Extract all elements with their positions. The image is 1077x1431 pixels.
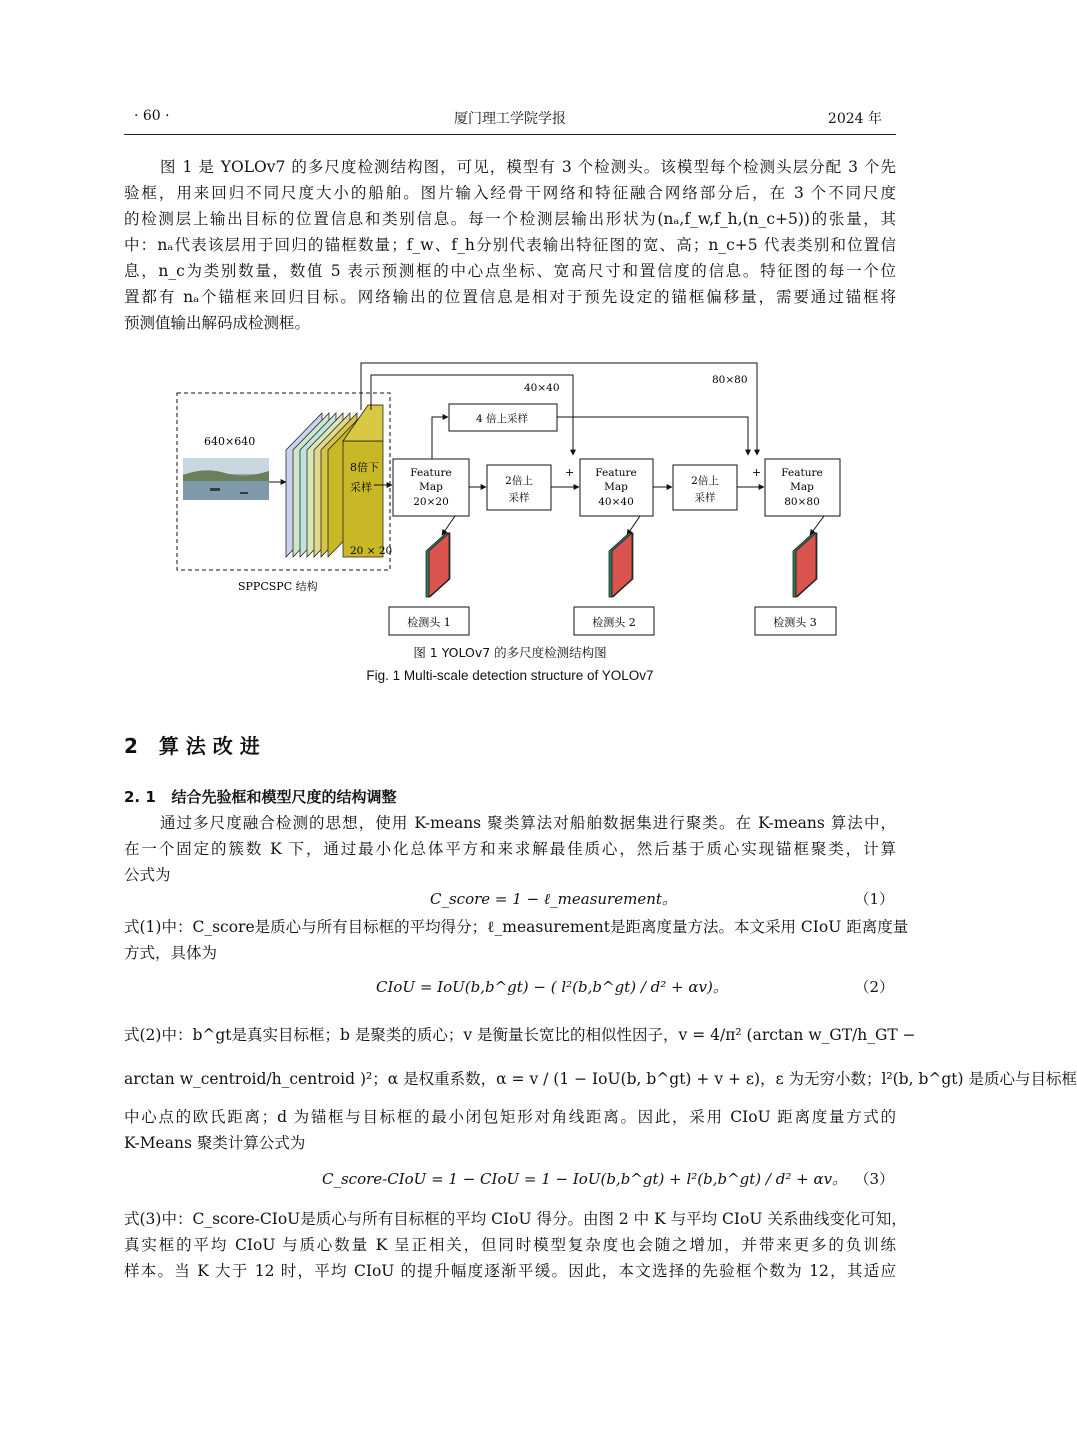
arrow: [432, 417, 448, 460]
upsample-2x-label: 2倍上: [691, 475, 719, 487]
para-line: arctan w_centroid/h_centroid )²；α 是权重系数，α = v / (1 − IoU(b, b^gt) + v + ε)，ε 为无穷小数；l²(b, b^gt) 是质心与目标框: [124, 1070, 1077, 1088]
feature-map-label: Feature: [595, 467, 637, 479]
arrow: [442, 516, 455, 535]
upsample-2x-label: 2倍上: [505, 475, 533, 487]
figure-caption-en: Fig. 1 Multi-scale detection structure of YOLOv7: [366, 668, 654, 683]
para-line: 中心点的欧氏距离；d 为锚框与目标框的最小闭包矩形对角线距离。因此，采用 CIoU 距离度量方式的: [124, 1108, 896, 1126]
arrow: [810, 516, 824, 535]
para-line: 式(3)中：C_score-CIoU是质心与所有目标框的平均 CIoU 得分。由图 2 中 K 与平均 CIoU 关系曲线变化可知，: [124, 1210, 907, 1228]
intro-line: 预测值输出解码成检测框。: [124, 314, 311, 332]
equation-number-1: （1）: [854, 890, 894, 908]
intro-line: 置都有 nₐ个锚框来回归目标。网络输出的位置信息是相对于预先设定的锚框偏移量，需要通过锚框将: [124, 288, 896, 306]
figure-caption-cn: 图 1 YOLOv7 的多尺度检测结构图: [413, 645, 607, 660]
down-sample-label: 8倍下: [350, 461, 379, 474]
head-block-1: [426, 533, 450, 597]
feature-map-label: Feature: [410, 467, 452, 479]
equation-3: C_score-CIoU = 1 − CIoU = 1 − IoU(b,b^gt) + l²(b,b^gt) / d² + αv。: [322, 1170, 848, 1188]
feature-map-label: 80×80: [784, 496, 820, 508]
equation-2: CIoU = IoU(b,b^gt) − ( l²(b,b^gt) / d² + αv)。: [376, 978, 728, 996]
intro-line: 验框，用来回归不同尺度大小的船舶。图片输入经骨干网络和特征融合网络部分后，在 3 个不同尺度: [124, 184, 896, 202]
plus-sign: +: [565, 466, 575, 479]
figure-yolov7-structure: [0, 355, 1020, 645]
input-size-label: 640×640: [204, 435, 256, 448]
header-rule: [124, 134, 896, 135]
journal-title: 厦门理工学院学报: [454, 111, 566, 127]
upsample-2x-label: 采样: [694, 492, 716, 504]
subsection-heading: [124, 786, 396, 807]
head-block-2: [609, 533, 633, 597]
para-line: 式(1)中：C_score是质心与所有目标框的平均得分；ℓ_measurement是距离度量方法。本文采用 CIoU 距离度量: [124, 918, 909, 936]
upsample-4x-label: 4 倍上采样: [476, 413, 529, 425]
page-number: · 60 ·: [134, 108, 170, 124]
arrow: [627, 516, 640, 535]
intro-line: 的检测层上输出目标的位置信息和类别信息。每一个检测层输出形状为(nₐ,f_w,f_h,(n_c+5))的张量，其: [124, 210, 896, 228]
intro-line: 息，n_c为类别数量，数值 5 表示预测框的中心点坐标、宽高尺寸和置信度的信息。特征图的每一个位: [124, 262, 896, 280]
intro-line: 中：nₐ代表该层用于回归的锚框数量；f_w、f_h分别代表输出特征图的宽、高；n_c+5 代表类别和位置信: [124, 236, 896, 254]
para-line: 真实框的平均 CIoU 与质心数量 K 呈正相关，但同时模型复杂度也会随之增加，并带来更多的负训练: [124, 1236, 896, 1254]
detection-head-label-1: 检测头 1: [407, 616, 451, 629]
feature-map-label: Map: [419, 481, 443, 493]
input-image: [183, 458, 269, 500]
skip-label-80: 80×80: [712, 374, 748, 386]
subsection-number: 2. 1: [124, 788, 156, 806]
equation-1: C_score = 1 − ℓ_measurement。: [430, 890, 677, 908]
section-heading: [124, 730, 260, 759]
equation-number-2: （2）: [854, 978, 894, 996]
feature-map-label: Feature: [781, 467, 823, 479]
feature-map-label: Map: [790, 481, 814, 493]
para-line: 方式，具体为: [124, 944, 218, 962]
skip-connection-80: [361, 363, 757, 455]
upsample-2x-label: 采样: [508, 492, 530, 504]
equation-number-3: （3）: [854, 1170, 894, 1188]
skip-label-40: 40×40: [524, 382, 560, 394]
section-number: 2: [124, 734, 138, 758]
feature-map-label: 20×20: [413, 496, 449, 508]
plus-sign: +: [752, 466, 762, 479]
backbone-output-size: 20 × 20: [350, 545, 393, 557]
para-line: 式(2)中：b^gt是真实目标框；b 是聚类的质心；v 是衡量长宽比的相似性因子，v = 4/π² (arctan w_GT/h_GT −: [124, 1026, 916, 1044]
feature-map-label: Map: [604, 481, 628, 493]
arrow: [557, 417, 748, 455]
down-sample-label: 采样: [350, 481, 372, 494]
para-line: 样本。当 K 大于 12 时，平均 CIoU 的提升幅度逐渐平缓。因此，本文选择的先验框个数为 12，其适应: [124, 1262, 896, 1280]
para-line: 通过多尺度融合检测的思想，使用 K-means 聚类算法对船舶数据集进行聚类。在 K-means 算法中，: [160, 814, 896, 832]
detection-head-label-2: 检测头 2: [592, 616, 636, 629]
para-line: 在一个固定的簇数 K 下，通过最小化总体平方和来求解最佳质心，然后基于质心实现锚框聚类，计算: [124, 840, 896, 858]
year: 2024 年: [827, 111, 882, 127]
para-line: K-Means 聚类计算公式为: [124, 1134, 306, 1152]
para-line: 公式为: [124, 866, 171, 884]
feature-map-label: 40×40: [598, 496, 634, 508]
backbone-label: SPPCSPC 结构: [238, 580, 318, 593]
intro-line: 图 1 是 YOLOv7 的多尺度检测结构图，可见，模型有 3 个检测头。该模型每个检测头层分配 3 个先: [160, 158, 896, 176]
subsection-title: 结合先验框和模型尺度的结构调整: [171, 788, 397, 806]
detection-head-label-3: 检测头 3: [773, 616, 817, 629]
head-block-3: [793, 533, 817, 597]
section-title: 算 法 改 进: [158, 734, 260, 758]
